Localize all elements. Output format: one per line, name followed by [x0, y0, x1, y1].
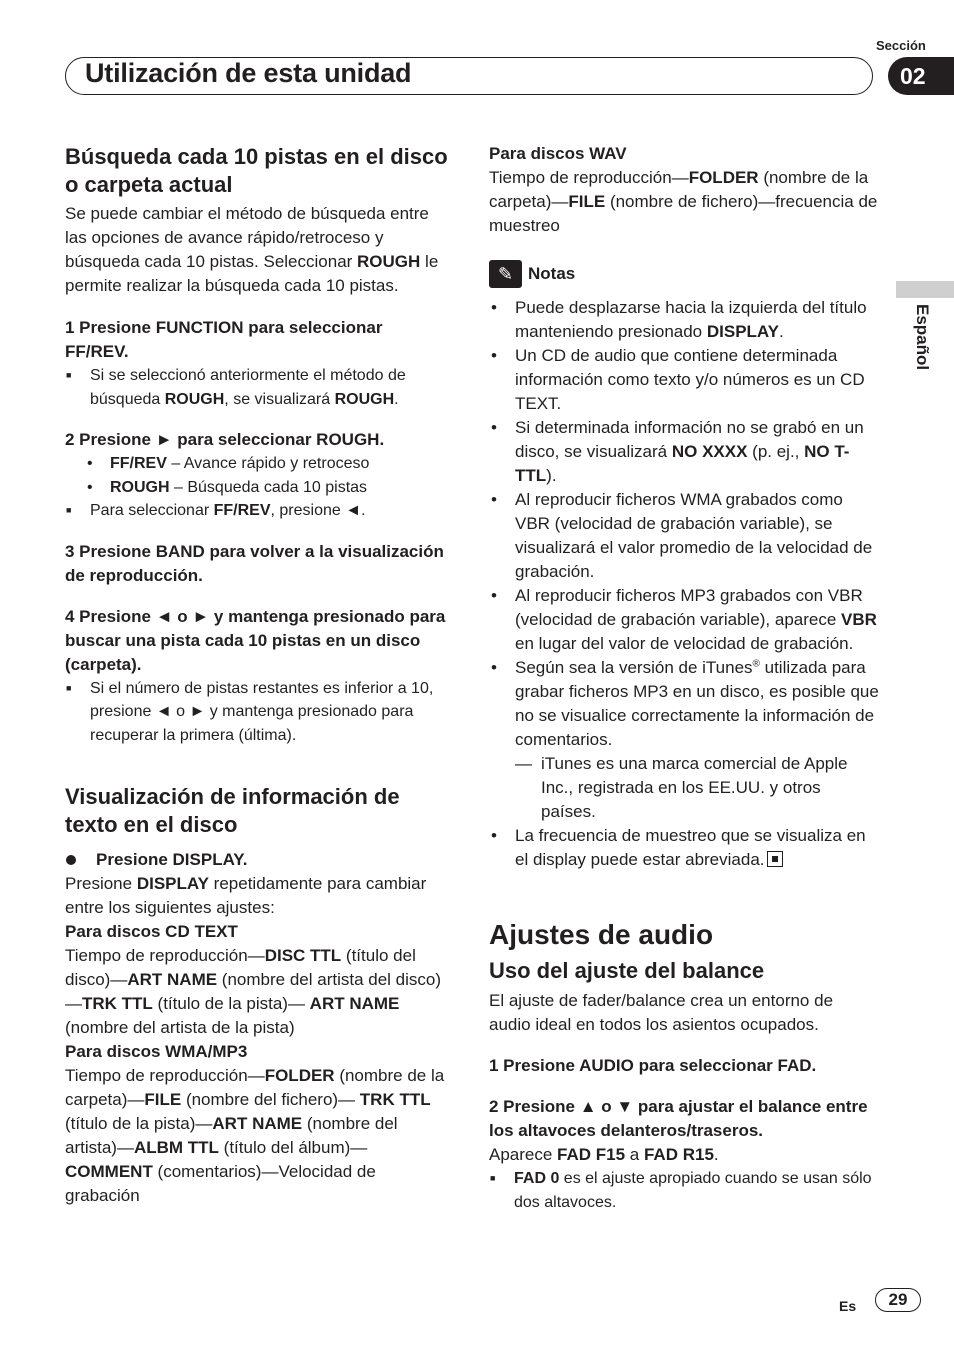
- list-item: • ROUGH – Búsqueda cada 10 pistas: [65, 476, 450, 500]
- balance-subheading: Uso del ajuste del balance: [489, 958, 765, 983]
- note-item: • Al reproducir ficheros WMA grabados como VBR (velocidad de grabación variable), se visualizará el valor promedio de la velocidad de grabación.: [489, 488, 879, 584]
- notes-list: [489, 296, 879, 872]
- page-number-text: 29: [888, 1290, 908, 1309]
- display-step: Presione DISPLAY.: [65, 848, 450, 872]
- wav-sequence: Tiempo de reproducción—FOLDER (nombre de la carpeta)—FILE (nombre de fichero)—frecuencia de muestreo: [489, 168, 878, 235]
- wma-mp3-heading: Para discos WMA/MP3: [65, 1042, 248, 1061]
- language-tab-marker: [896, 281, 954, 298]
- page-title: Utilización de esta unidad: [85, 58, 412, 88]
- language-tab-label: Español: [913, 304, 932, 371]
- display-body: Presione DISPLAY repetidamente para cambiar entre los siguientes ajustes:: [65, 874, 427, 917]
- end-mark-icon: [767, 851, 783, 867]
- pencil-icon: ✎: [489, 260, 522, 288]
- note-item: • La frecuencia de muestreo que se visualiza en el display puede estar abreviada.: [489, 824, 879, 872]
- step-2-note: ■ Para seleccionar FF/REV, presione ◄.: [65, 499, 450, 523]
- step-1: 1 Presione FUNCTION para seleccionar FF/REV.: [65, 318, 383, 361]
- notes-header: [489, 260, 879, 288]
- language-code: Es: [839, 1298, 857, 1314]
- step-3: 3 Presione BAND para volver a la visualización de reproducción.: [65, 541, 444, 585]
- right-column: [489, 142, 879, 1214]
- section-number-badge: [888, 57, 954, 95]
- section-number: 02: [900, 62, 926, 89]
- left-column: [65, 142, 450, 1208]
- audio-step-2-note: ■ FAD 0 es el ajuste apropiado cuando se usan sólo dos altavoces.: [489, 1167, 879, 1214]
- trademark-note: — iTunes es una marca comercial de Apple Inc., registrada en los EE.UU. y otros países.: [489, 752, 879, 824]
- note-item: • Si determinada información no se grabó en un disco, se visualizará NO XXXX (p. ej., NO T-TTL).: [489, 416, 879, 488]
- note-item: • Según sea la versión de iTunes® utilizada para grabar ficheros MP3 en un disco, es posible que no se visualice correctamente la información de comentarios.: [489, 656, 879, 752]
- list-item: • FF/REV – Avance rápido y retroceso: [65, 452, 450, 476]
- page-number: [875, 1288, 921, 1312]
- balance-intro: El ajuste de fader/balance crea un entorno de audio ideal en todos los asientos ocupados.: [489, 991, 834, 1034]
- section-label: Sección: [876, 38, 926, 53]
- step-1-note: ■ Si se seleccionó anteriormente el método de búsqueda ROUGH, se visualizará ROUGH.: [65, 364, 450, 411]
- wma-mp3-sequence: Tiempo de reproducción—FOLDER (nombre de la carpeta)—FILE (nombre del fichero)— TRK TTL (título de la pista)—ART NAME (nombre del artista)—ALBM TTL (título del álbum)—COMMENT (comentarios)—Velocidad de grabación: [65, 1066, 445, 1205]
- audio-heading: Ajustes de audio: [489, 919, 714, 950]
- section-heading-text-info: Visualización de información de texto en el disco: [65, 784, 400, 837]
- cd-text-sequence: Tiempo de reproducción—DISC TTL (título del disco)—ART NAME (nombre del artista del disco)—TRK TTL (título de la pista)— ART NAME (nombre del artista de la pista): [65, 946, 442, 1037]
- notes-title: Notas: [528, 264, 576, 283]
- step-4-note: ■ Si el número de pistas restantes es inferior a 10, presione ◄ o ► y mantenga presionado para recuperar la primera (última).: [65, 677, 450, 748]
- wav-heading: Para discos WAV: [489, 144, 627, 163]
- search-intro: Se puede cambiar el método de búsqueda entre las opciones de avance rápido/retroceso y búsqueda cada 10 pistas. Seleccionar ROUGH le permite realizar la búsqueda cada 10 pistas.: [65, 204, 439, 295]
- note-item: • Al reproducir ficheros MP3 grabados con VBR (velocidad de grabación variable), aparece VBR en lugar del valor de velocidad de grabación.: [489, 584, 879, 656]
- audio-step-2-body: Aparece FAD F15 a FAD R15.: [489, 1145, 719, 1164]
- cd-text-heading: Para discos CD TEXT: [65, 922, 238, 941]
- note-item: • Puede desplazarse hacia la izquierda del título manteniendo presionado DISPLAY.: [489, 296, 879, 344]
- step-2: 2 Presione ► para seleccionar ROUGH.: [65, 430, 385, 449]
- step-4: 4 Presione ◄ o ► y mantenga presionado para buscar una pista cada 10 pistas en un disco (carpeta).: [65, 606, 446, 674]
- section-heading-search: Búsqueda cada 10 pistas en el disco o carpeta actual: [65, 144, 448, 197]
- audio-step-1: 1 Presione AUDIO para seleccionar FAD.: [489, 1056, 817, 1075]
- note-item: • Un CD de audio que contiene determinada información como texto y/o números es un CD TEXT.: [489, 344, 879, 416]
- audio-step-2: 2 Presione ▲ o ▼ para ajustar el balance entre los altavoces delanteros/traseros.: [489, 1097, 868, 1140]
